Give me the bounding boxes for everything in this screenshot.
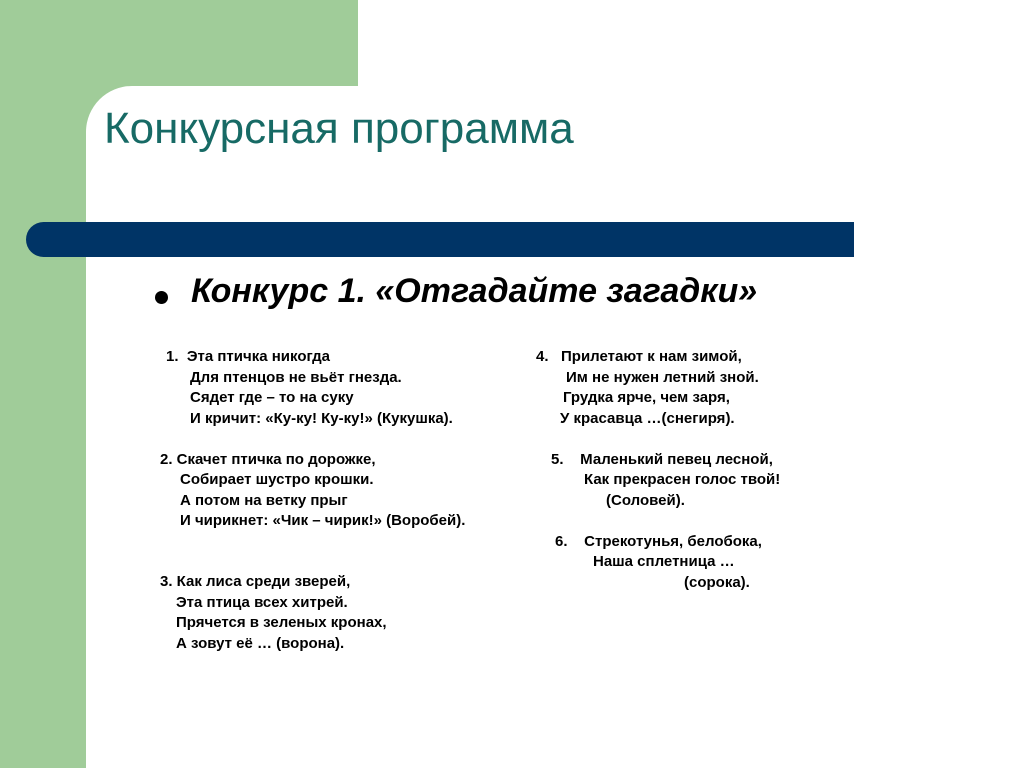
riddle-6-line-2: Наша сплетница …: [593, 553, 735, 570]
riddle-2-line-4: И чирикнет: «Чик – чирик!» (Воробей).: [180, 512, 466, 529]
riddle-6-line-3: (сорока).: [684, 574, 750, 591]
riddle-4-line-1: 4. Прилетают к нам зимой,: [536, 348, 742, 365]
riddle-3-line-4: А зовут её … (ворона).: [176, 635, 345, 652]
riddle-2-line-1: 2. Скачет птичка по дорожке,: [160, 451, 376, 468]
riddle-1-line-2: Для птенцов не вьёт гнезда.: [190, 369, 402, 386]
riddle-3-line-3: Прячется в зеленых кронах,: [176, 614, 387, 631]
bullet-dot: [155, 291, 168, 304]
riddle-1-line-3: Сядет где – то на суку: [190, 389, 354, 406]
title-divider-bar: [26, 222, 854, 257]
riddle-3-line-1: 3. Как лиса среди зверей,: [160, 573, 351, 590]
riddle-5-line-2: Как прекрасен голос твой!: [584, 471, 781, 488]
contest-heading: Конкурс 1. «Отгадайте загадки»: [191, 272, 758, 310]
riddle-3-line-2: Эта птица всех хитрей.: [176, 594, 348, 611]
riddle-5-line-1: 5. Маленький певец лесной,: [551, 451, 773, 468]
riddle-4-line-3: Грудка ярче, чем заря,: [563, 389, 730, 406]
white-top-area: [358, 0, 1024, 90]
slide-title: Конкурсная программа: [104, 104, 574, 153]
riddle-6-line-1: 6. Стрекотунья, белобока,: [555, 533, 762, 550]
riddle-4-line-2: Им не нужен летний зной.: [566, 369, 759, 386]
riddle-2-line-3: А потом на ветку прыг: [180, 492, 348, 509]
riddle-4-line-4: У красавца …(снегиря).: [560, 410, 735, 427]
riddle-2-line-2: Собирает шустро крошки.: [180, 471, 374, 488]
riddle-1-line-4: И кричит: «Ку-ку! Ку-ку!» (Кукушка).: [190, 410, 453, 427]
riddle-5-line-3: (Соловей).: [606, 492, 685, 509]
riddle-1-line-1: 1. Эта птичка никогда: [166, 348, 331, 365]
